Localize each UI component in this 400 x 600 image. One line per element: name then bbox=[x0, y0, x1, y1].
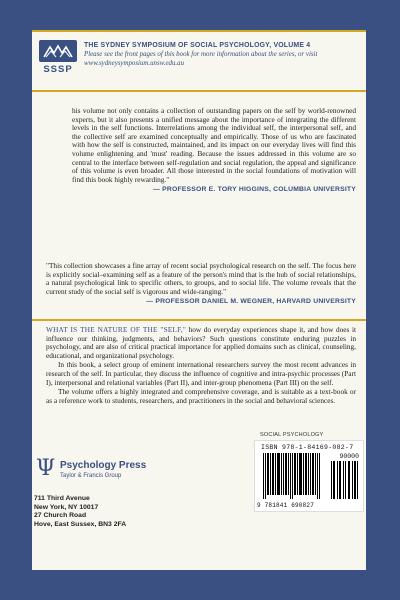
price-code: 90000 bbox=[339, 453, 359, 460]
description-paragraph: The volume offers a highly integrated and comprehensive coverage, and is suitable as a text-book or as a reference work to students, researchers, and practitioners in the social and behavioral sciences. bbox=[46, 387, 356, 405]
review-text: his volume not only contains a collection of outstanding papers on the self by world-renowned experts, but it also presents a unified message about the importance of integrating the different levels in the self functions. Interrelations among the individual self, the interpersonal self, and the collective self are examined conceptually and empirically. Those of us who are fascinated with how the self is constructed, maintained, and its impact on our everyday lives will find this volume enlightening and 'must' reading. Because the issues addressed in this volume are so central to the interface between self-regulation and social regulation, the appeal and significance of this volume is even broader. All those interested in the social foundations of motivation will find this book highly rewarding." bbox=[72, 106, 356, 184]
address-line: 711 Third Avenue bbox=[34, 495, 90, 502]
book-description bbox=[46, 326, 356, 406]
subject-category: SOCIAL PSYCHOLOGY bbox=[260, 432, 324, 438]
logo-text: SSSP bbox=[43, 64, 73, 75]
review-attribution: — PROFESSOR DANIEL M. WEGNER, HARVARD UNIVERSITY bbox=[146, 298, 356, 306]
series-note: Please see the front pages of this book for more information about the series, or visit www.sydneysymposium.unsw.edu.au bbox=[84, 51, 318, 67]
address-line: 27 Church Road bbox=[34, 512, 87, 519]
content-panel bbox=[32, 30, 366, 570]
series-logo bbox=[39, 40, 77, 84]
publisher-address bbox=[34, 495, 126, 529]
ean-number: 9 781841 690827 bbox=[257, 502, 315, 509]
barcode-icon bbox=[263, 453, 321, 499]
review-attribution: — PROFESSOR E. TORY HIGGINS, COLUMBIA UNIVERSITY bbox=[153, 186, 356, 194]
bridge-icon bbox=[39, 40, 77, 62]
series-info bbox=[84, 41, 360, 68]
review-text: "This collection showcases a fine array of recent social psychological research on the self. The focus here is explicitly social–examining self as a feature of the person's mind that is the hub of social relationships, a natural psychological link to specific others, to groups, and to social life. The volume reveals that the current study of the social self is vigorous and wide-ranging." bbox=[46, 261, 356, 296]
psi-logo-icon: Ψ bbox=[36, 456, 56, 481]
review-wegner bbox=[46, 262, 356, 307]
description-paragraph bbox=[46, 326, 356, 360]
barcode-addon-icon bbox=[331, 461, 359, 499]
publisher-name: Psychology Press bbox=[60, 460, 147, 471]
publisher-block bbox=[32, 452, 232, 570]
description-paragraph: In this book, a select group of eminent international researchers survey the most recent advances in research of the self. In particular, they discuss the influence of cognitive and intra-psychic processes (Part I), interpersonal and relational variables (Part II), and inter-group phenomena (Part III) on the self. bbox=[46, 360, 356, 387]
review-higgins bbox=[46, 107, 356, 195]
publisher-group: Taylor & Francis Group bbox=[60, 473, 122, 479]
section-divider bbox=[32, 319, 366, 321]
description-lead: WHAT IS THE NATURE OF THE "SELF," bbox=[46, 325, 187, 334]
description-text: how do everyday experiences shape it, and how does it influence our thinking, judgments, and behaviors? Such questions constitute enduring puzzles in psychology, and are also of critical practical importance for applied domains such as clinical, counseling, educational, and organizational psychology. bbox=[46, 325, 357, 360]
isbn-text: ISBN 978-1-84169-082-7 bbox=[261, 444, 354, 451]
address-line: Hove, East Sussex, BN3 2FA bbox=[34, 520, 127, 528]
series-title: THE SYDNEY SYMPOSIUM OF SOCIAL PSYCHOLOGY, VOLUME 4 bbox=[84, 42, 311, 49]
address-line: New York, NY 10017 bbox=[34, 503, 99, 511]
barcode-block bbox=[254, 440, 364, 512]
series-band bbox=[32, 30, 366, 92]
